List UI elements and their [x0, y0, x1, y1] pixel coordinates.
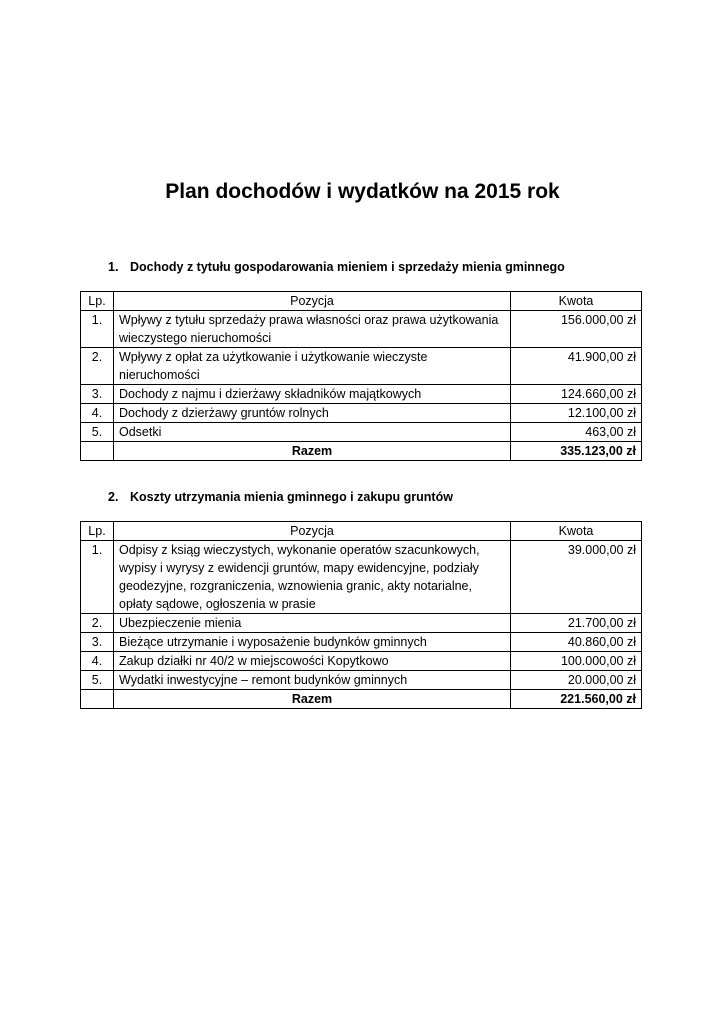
row-position: Odsetki	[114, 423, 511, 442]
section-heading-income	[108, 260, 565, 274]
total-label: Razem	[114, 690, 511, 709]
row-lp: 4.	[81, 404, 114, 423]
row-position: Dochody z najmu i dzierżawy składników majątkowych	[114, 385, 511, 404]
row-position: Zakup działki nr 40/2 w miejscowości Kopytkowo	[114, 652, 511, 671]
row-lp: 5.	[81, 671, 114, 690]
table-row	[81, 633, 642, 652]
table-row	[81, 541, 642, 614]
row-lp: 3.	[81, 385, 114, 404]
row-amount: 100.000,00 zł	[511, 652, 642, 671]
table-row	[81, 385, 642, 404]
page-title: Plan dochodów i wydatków na 2015 rok	[165, 180, 560, 203]
table-row	[81, 348, 642, 385]
table-header-row	[81, 522, 642, 541]
section-number: 2.	[108, 490, 119, 504]
table-row	[81, 311, 642, 348]
row-amount: 156.000,00 zł	[511, 311, 642, 348]
column-header-amount: Kwota	[511, 522, 642, 541]
table-row	[81, 404, 642, 423]
total-label: Razem	[114, 442, 511, 461]
column-header-position: Pozycja	[114, 292, 511, 311]
row-position: Wpływy z opłat za użytkowanie i użytkowanie wieczyste nieruchomości	[114, 348, 511, 385]
total-row	[81, 690, 642, 709]
table-header-row	[81, 292, 642, 311]
row-amount: 124.660,00 zł	[511, 385, 642, 404]
row-amount: 41.900,00 zł	[511, 348, 642, 385]
row-amount: 20.000,00 zł	[511, 671, 642, 690]
row-lp: 2.	[81, 614, 114, 633]
total-amount: 221.560,00 zł	[511, 690, 642, 709]
total-row	[81, 442, 642, 461]
row-amount: 21.700,00 zł	[511, 614, 642, 633]
total-amount: 335.123,00 zł	[511, 442, 642, 461]
table-row	[81, 614, 642, 633]
section-title: Koszty utrzymania mienia gminnego i zakupu gruntów	[130, 490, 453, 504]
column-header-lp: Lp.	[81, 292, 114, 311]
row-position: Wpływy z tytułu sprzedaży prawa własności oraz prawa użytkowania wieczystego nieruchomości	[114, 311, 511, 348]
costs-table	[80, 521, 642, 709]
row-lp: 1.	[81, 311, 114, 348]
table-row	[81, 423, 642, 442]
row-position: Odpisy z ksiąg wieczystych, wykonanie operatów szacunkowych, wypisy i wyrysy z ewidencji gruntów, mapy ewidencyjne, podziały geodezyjne, rozgraniczenia, wznowienia granic, akty notarialne, opłaty sądowe, ogłoszenia w prasie	[114, 541, 511, 614]
section-number: 1.	[108, 260, 119, 274]
income-table	[80, 291, 642, 461]
row-amount: 39.000,00 zł	[511, 541, 642, 614]
total-empty-cell	[81, 690, 114, 709]
row-amount: 463,00 zł	[511, 423, 642, 442]
row-lp: 4.	[81, 652, 114, 671]
row-position: Ubezpieczenie mienia	[114, 614, 511, 633]
section-heading-costs	[108, 490, 453, 504]
row-lp: 1.	[81, 541, 114, 614]
row-position: Wydatki inwestycyjne – remont budynków gminnych	[114, 671, 511, 690]
row-amount: 12.100,00 zł	[511, 404, 642, 423]
row-lp: 5.	[81, 423, 114, 442]
row-lp: 3.	[81, 633, 114, 652]
column-header-amount: Kwota	[511, 292, 642, 311]
table-row	[81, 671, 642, 690]
column-header-lp: Lp.	[81, 522, 114, 541]
row-lp: 2.	[81, 348, 114, 385]
table-row	[81, 652, 642, 671]
total-empty-cell	[81, 442, 114, 461]
section-title: Dochody z tytułu gospodarowania mieniem i sprzedaży mienia gminnego	[130, 260, 565, 274]
row-position: Dochody z dzierżawy gruntów rolnych	[114, 404, 511, 423]
row-amount: 40.860,00 zł	[511, 633, 642, 652]
column-header-position: Pozycja	[114, 522, 511, 541]
row-position: Bieżące utrzymanie i wyposażenie budynków gminnych	[114, 633, 511, 652]
